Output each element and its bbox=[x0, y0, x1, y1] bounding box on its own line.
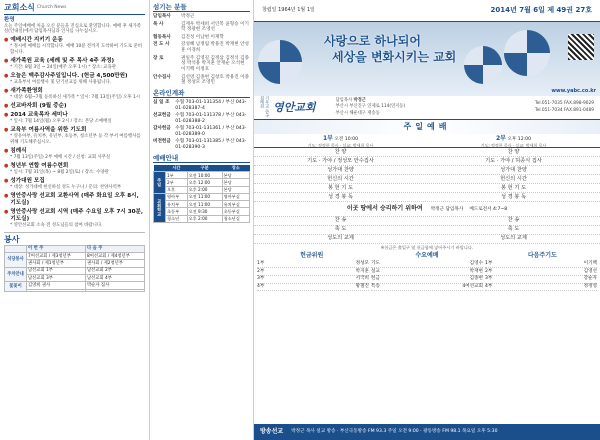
church-news-title: 교회소식 bbox=[4, 3, 35, 12]
online-account-title: 온라인계좌 bbox=[153, 89, 250, 98]
news-item-title: 2014 교육목자 세미나 bbox=[10, 112, 68, 119]
staff-names: 권일주 김영길 김정삼 김정석 김종성 박석용 박지훈 안재순 오석현 이기백 이정호 bbox=[181, 55, 249, 73]
staff-row bbox=[153, 35, 250, 41]
offering-role: 3부 bbox=[485, 276, 493, 282]
schedule-cell: 청소년실 bbox=[222, 215, 249, 222]
news-item-text: * 기간: 8월 3일 ~ 24일(매주 오후 1시) * 장소: 교육관 bbox=[10, 64, 116, 70]
pinwheel-image bbox=[464, 46, 502, 84]
news-item bbox=[4, 209, 145, 223]
offering-header: 수요예배 bbox=[415, 251, 439, 259]
offering-row bbox=[485, 260, 597, 268]
staff-role: 목 사 bbox=[153, 21, 164, 27]
offering-name: 정정영 bbox=[583, 284, 597, 290]
broadcast-text: 박정근 목사 설교 방송 · 부산극동방송 FM 93.3 주일 오전 9:00 · 광동방송 FM 98.1 목요일 오후 5:30 bbox=[291, 429, 498, 435]
offering-header: 헌금위원 bbox=[300, 251, 324, 259]
staff-names: 김재우 박세희 서인복 윤형승 이기학 정광현 조영선 bbox=[181, 21, 249, 33]
worship-closing-row bbox=[254, 235, 600, 244]
news-item-text: * 정시에 예배를 시작합니다. 예배 10분 전까지 도착하여 기도로 준비합시다. bbox=[10, 44, 143, 55]
schedule-cell: 청소년 bbox=[166, 215, 188, 222]
broadcast-label: 방송선교 bbox=[260, 428, 284, 436]
account-number: 수협 703-01-131354 / 부산 043-01-028387-4 bbox=[175, 100, 247, 112]
schedule-row bbox=[154, 186, 250, 193]
offering-row bbox=[257, 284, 369, 292]
schedule-cell: 오전 9:30 bbox=[187, 208, 222, 215]
news-item-text: * 영유아부, 유치부, 유년부, 초등부, 청소년부 등 각 부서 여름행사를 위해 기도해주십시오. bbox=[10, 134, 141, 145]
volunteer-header-this: 이 번 주 bbox=[27, 245, 86, 252]
offering-role: 기도 bbox=[371, 260, 380, 266]
schedule-row bbox=[154, 172, 250, 179]
denomination: 기독교 한국침례회 bbox=[260, 96, 270, 118]
worship-order-row bbox=[254, 193, 600, 202]
schedule-row bbox=[154, 208, 250, 215]
order-2nd: 기도 · 가야 / 허종식 집사 bbox=[485, 157, 542, 164]
offering-role: 4부 bbox=[485, 284, 493, 290]
bullet-icon: ● bbox=[4, 87, 9, 94]
schedule-row bbox=[154, 179, 250, 186]
issue-header bbox=[254, 0, 600, 22]
slogan-line-1: 사랑으로 하나되어 bbox=[324, 34, 421, 48]
news-item bbox=[4, 73, 145, 80]
volunteer-next: 8여선교회 / 제4청년부 bbox=[86, 253, 145, 260]
schedule-cell: 오전 11:00 bbox=[187, 193, 222, 200]
service-2-name: 2부 bbox=[495, 135, 506, 142]
staff-row bbox=[153, 75, 250, 86]
volunteer-this bbox=[27, 289, 86, 291]
offering-role: 1부 bbox=[485, 260, 493, 266]
offering-row bbox=[257, 276, 369, 284]
pinwheel-image bbox=[504, 30, 550, 76]
offering-name: 이기백 bbox=[583, 260, 597, 266]
schedule-row bbox=[154, 201, 250, 208]
account-label: 감사헌금 bbox=[153, 126, 171, 132]
account-label: 비전헌금 bbox=[153, 139, 171, 145]
schedule-cell: 오전 11:00 bbox=[187, 201, 222, 208]
volunteer-table bbox=[4, 245, 145, 292]
worship-closing-row bbox=[254, 226, 600, 235]
qr-code-icon bbox=[568, 34, 594, 60]
service-2-header bbox=[427, 134, 600, 148]
news-item bbox=[4, 103, 145, 110]
schedule-group: 주일 bbox=[154, 172, 166, 194]
offering-role: 3부 bbox=[257, 276, 265, 282]
service-1-header bbox=[254, 134, 427, 148]
news-item-text: * 대상: 6월~7월 등록하신 새가족 * 일시: 7월 13일(주일) 오후 1시 bbox=[10, 94, 141, 100]
volunteer-header-next: 다 음 주 bbox=[86, 245, 145, 252]
order-2nd: 헌신의 시간 bbox=[500, 175, 527, 182]
offering-name: 서국희 bbox=[355, 276, 369, 282]
news-item-text: * 일시: 7월 31일(목) ~ 8월 2일(토) / 장소: 수양관 bbox=[10, 169, 109, 175]
news-item-title: 새가족원 교육 (세례 및 주 목사 4주 과정) bbox=[10, 57, 115, 64]
schedule-cell: 영아부실 bbox=[222, 193, 249, 200]
offering-role: 설교 bbox=[371, 268, 380, 274]
closing-1st: 찬 송 bbox=[334, 217, 347, 224]
staff-column bbox=[150, 0, 254, 440]
staff-names: 강성혜 남정림 박용진 박재현 안성훈 이경희 bbox=[181, 42, 249, 54]
schedule-cell: 1부 bbox=[166, 172, 188, 179]
worship-column bbox=[254, 0, 600, 440]
bullet-icon: ● bbox=[4, 127, 9, 134]
worship-order-row bbox=[254, 148, 600, 157]
volunteer-next: 남선교회 2부 bbox=[86, 267, 145, 274]
church-news-column bbox=[0, 0, 150, 440]
news-item-text: * 교육부서 여름행사 및 단기선교를 위해 사용됩니다. bbox=[10, 79, 112, 85]
order-1st: 찬 양 bbox=[334, 148, 347, 155]
offering-headers bbox=[254, 252, 600, 260]
church-logo: 영안교회 bbox=[273, 100, 316, 114]
contact-info bbox=[535, 101, 594, 113]
staff-names: 박정근 bbox=[181, 14, 195, 20]
bullet-icon: ● bbox=[4, 57, 9, 64]
closing-2nd: 찬 송 bbox=[507, 217, 520, 224]
bullet-icon: ● bbox=[4, 147, 9, 154]
pastor-name: 박정근 bbox=[353, 98, 366, 104]
offering-name: 박재현 bbox=[469, 268, 483, 274]
staff-role: 담임목사 bbox=[153, 14, 171, 20]
bullet-icon: ● bbox=[4, 192, 9, 199]
offering-name: 김종현 bbox=[469, 276, 483, 282]
offering-name: 4여선교회 bbox=[462, 284, 483, 290]
offering-name: 황철진 bbox=[355, 284, 369, 290]
service-1-name: 1부 bbox=[322, 135, 333, 142]
schedule-title: 예배안내 bbox=[153, 154, 250, 163]
news-item-title: 영안중사랑 선교회 시역 (매주 수요일 오후 7시 30분, 기도실) bbox=[10, 209, 144, 223]
staff-row bbox=[153, 14, 250, 20]
schedule-cell: 유치부실 bbox=[222, 201, 249, 208]
sermon-title: 이곳 땅에서 승리하기 위하여 bbox=[346, 205, 423, 212]
news-item-text: * 일시: 7월 14일(월) 오후 2시 / 장소: 본당 소예배실 bbox=[10, 119, 112, 125]
schedule-cell: 본당 bbox=[222, 186, 249, 193]
news-item-title: 교육부 여름사역을 위한 기도회 bbox=[10, 127, 87, 134]
news-item bbox=[4, 58, 145, 65]
volunteer-this: 7여선교회 / 제3청년부 bbox=[27, 253, 86, 260]
staff-row bbox=[153, 22, 250, 33]
schedule-header: 장소 bbox=[222, 165, 249, 172]
volunteer-next: 박순자 집사 bbox=[86, 282, 145, 289]
service-headers bbox=[254, 134, 600, 148]
offering-role: 1부 bbox=[257, 260, 265, 266]
staff-row bbox=[153, 56, 250, 73]
offering-name: 김영선 bbox=[583, 268, 597, 274]
news-item-title: 침례식 bbox=[10, 147, 27, 154]
closing-2nd: 축 도 bbox=[507, 226, 520, 233]
schedule-table bbox=[153, 165, 250, 223]
staff-role: 안수집사 bbox=[153, 74, 171, 80]
phone-2: Tel.051-7034 FAX.891-0489 bbox=[534, 107, 594, 113]
news-list bbox=[4, 37, 145, 228]
news-item bbox=[4, 178, 145, 185]
offering-row bbox=[257, 260, 369, 268]
broadcast-footer bbox=[254, 424, 600, 440]
offering-name: 강순자 bbox=[583, 276, 597, 282]
account-list bbox=[153, 100, 250, 150]
account-label: 십 일 조 bbox=[153, 100, 170, 106]
address-2: 부산시 해운대구 재송동 bbox=[335, 110, 380, 116]
volunteer-row bbox=[5, 267, 145, 274]
worship-order-row bbox=[254, 175, 600, 184]
offering-tables bbox=[254, 259, 600, 292]
slogan-line-2: 세상을 변화시키는 교회 bbox=[332, 49, 457, 64]
schedule-header: 시간 bbox=[166, 165, 188, 172]
news-item-title: 예배시간 지키기 운동 bbox=[10, 37, 63, 44]
volunteer-header-empty bbox=[5, 245, 27, 252]
service-2-time: 오후 12:00 bbox=[507, 137, 532, 142]
closing-1st: 성도의 교제 bbox=[327, 235, 354, 242]
closing-1st: 축 도 bbox=[334, 226, 347, 233]
offering-row bbox=[485, 284, 597, 292]
offering-column bbox=[371, 260, 483, 291]
bullet-icon: ● bbox=[4, 72, 9, 79]
staff-role: 전 도 사 bbox=[153, 42, 170, 48]
offering-row bbox=[485, 276, 597, 284]
news-item-title: 오늘은 맥추감사주일입니다. (헌금 4,500만원) bbox=[10, 72, 128, 79]
schedule-cell: 초등부실 bbox=[222, 208, 249, 215]
news-item-title: 영안중사랑 선교회 교환사역 (매주 화요일 오후 8시, 기도실) bbox=[10, 192, 139, 206]
pinwheel-image bbox=[258, 40, 302, 84]
bullet-icon: ● bbox=[4, 177, 9, 184]
news-item bbox=[4, 88, 145, 95]
account-label: 선교헌금 bbox=[153, 113, 171, 119]
order-1st: 성가대 찬양 bbox=[327, 166, 354, 173]
offering-role: 헌금 bbox=[371, 276, 380, 282]
worship-order bbox=[254, 148, 600, 202]
news-item bbox=[4, 163, 145, 170]
bullet-icon: ● bbox=[4, 37, 9, 44]
volunteer-row bbox=[5, 253, 145, 260]
account-number: 수협 703-01-131361 / 부산 043-01-028389-0 bbox=[175, 126, 247, 137]
staff-title: 섬기는 분들 bbox=[153, 3, 250, 12]
volunteer-label: 주차안내 bbox=[5, 267, 27, 282]
bible-verse: 베드로전서 4:7~8 bbox=[469, 207, 508, 212]
phone-1: Tel.051-7035 FAX.898-9029 bbox=[534, 101, 594, 107]
news-item-title: 성가대원 모집 bbox=[10, 177, 45, 184]
schedule-header: 구분 bbox=[187, 165, 222, 172]
offering-column bbox=[257, 260, 369, 291]
news-item-text: * 7월 13일(주일) 2부 예배 시간 / 신청: 교회 사무실 bbox=[10, 154, 111, 160]
staff-names: 김진성 이남현 이재학 bbox=[181, 34, 224, 40]
offering-row bbox=[257, 268, 369, 276]
offering-row bbox=[371, 276, 483, 284]
news-item-text: * 영안선교회 소속 전 성도님들의 참여 바랍니다. bbox=[10, 223, 103, 229]
account-number: 수협 703-01-131378 / 부산 043-01-028388-2 bbox=[175, 113, 247, 125]
offering-column bbox=[485, 260, 597, 291]
news-item-title: 청년부 연합 여름수련회 bbox=[10, 162, 69, 169]
order-2nd: 성 경 봉 독 bbox=[501, 193, 526, 200]
schedule-row bbox=[154, 215, 250, 222]
service-2-sub: 기도: 정정한 목사 · 설교: 박세희 목사 bbox=[480, 142, 547, 148]
welcome-title: 환영 bbox=[4, 17, 15, 23]
news-item-title: 새가족환영회 bbox=[10, 87, 43, 94]
banner-slogan bbox=[324, 34, 456, 65]
church-news-header bbox=[4, 3, 145, 15]
schedule-cell: 오후 bbox=[166, 186, 188, 193]
order-1st: 봉 헌 기 도 bbox=[328, 184, 353, 191]
account-row bbox=[153, 100, 250, 111]
service-1-sub: 기도: 정정한 목사 · 설교: 박세희 목사 bbox=[307, 142, 374, 148]
offering-role: 특송 bbox=[371, 284, 380, 290]
offering-role: 4부 bbox=[257, 284, 265, 290]
closing-2nd: 성도의 교제 bbox=[500, 235, 527, 242]
order-2nd: 봉 헌 기 도 bbox=[501, 184, 526, 191]
order-1st: 기도 · 가야 / 정성모 안수집사 bbox=[307, 157, 374, 164]
offering-name: 정성모 bbox=[355, 260, 369, 266]
schedule-cell: 영아부 bbox=[166, 193, 188, 200]
volunteer-section bbox=[4, 232, 145, 292]
sermon-block bbox=[254, 202, 600, 217]
offering-row bbox=[371, 284, 483, 292]
offering-role: 2부 bbox=[485, 268, 493, 274]
worship-order-row bbox=[254, 157, 600, 166]
offering-header: 다음주기도 bbox=[527, 251, 557, 259]
staff-list bbox=[153, 14, 250, 86]
volunteer-label: 식당봉사 bbox=[5, 253, 27, 268]
order-1st: 헌신의 시간 bbox=[327, 175, 354, 182]
schedule-cell: 본당 bbox=[222, 179, 249, 186]
offering-row bbox=[485, 268, 597, 276]
offering-row bbox=[371, 260, 483, 268]
bullet-icon: ● bbox=[4, 112, 9, 119]
volunteer-next bbox=[86, 289, 145, 291]
order-2nd: 찬 양 bbox=[507, 148, 520, 155]
offering-role: 2부 bbox=[257, 268, 265, 274]
schedule-cell: 초등부 bbox=[166, 208, 188, 215]
volunteer-title: 봉사 bbox=[4, 234, 20, 244]
pastor-info bbox=[336, 98, 406, 116]
schedule-header bbox=[154, 165, 166, 172]
staff-row bbox=[153, 42, 250, 53]
volunteer-next: 권사회 / 제2청년부 bbox=[86, 260, 145, 267]
schedule-cell: 본당 bbox=[222, 172, 249, 179]
worship-title: 주일예배 bbox=[254, 120, 600, 134]
worship-order-row bbox=[254, 184, 600, 193]
volunteer-this: 남선교회 3부 bbox=[27, 275, 86, 282]
offering-name: 김영수 bbox=[469, 260, 483, 266]
worship-closing-row bbox=[254, 217, 600, 226]
volunteer-this: 김영희 권사 bbox=[27, 282, 86, 289]
staff-names: 김선영 김종현 김창호 박용진 이종철 정성모 조영민 bbox=[181, 74, 249, 86]
banner bbox=[254, 22, 600, 96]
issue-number: 2014년 7월 6일 제 49권 27호 bbox=[490, 6, 592, 15]
bullet-icon: ● bbox=[4, 209, 9, 216]
church-info-bar bbox=[254, 96, 600, 120]
news-item-text: * 대상: 성가대에 헌신하실 성도 누구나 / 문의: 찬양사역부 bbox=[10, 184, 122, 190]
bullet-icon: ● bbox=[4, 162, 9, 169]
order-1st: 성 경 봉 독 bbox=[328, 193, 353, 200]
account-row bbox=[153, 139, 250, 150]
service-1-time: 오전 10:00 bbox=[334, 137, 359, 142]
schedule-cell: 2부 bbox=[166, 179, 188, 186]
volunteer-this: 권사회 / 제1청년부 bbox=[27, 260, 86, 267]
staff-role: 협동목사 bbox=[153, 34, 171, 40]
founded-date: 창립일 1964년 1월 1일 bbox=[262, 7, 315, 14]
news-item bbox=[4, 148, 145, 155]
account-number: 수협 703-01-131385 / 부산 043-01-028390-3 bbox=[175, 139, 247, 150]
news-item bbox=[4, 193, 145, 207]
volunteer-this: 남선교회 1부 bbox=[27, 267, 86, 274]
volunteer-label: 꽃꽂이 bbox=[5, 282, 27, 291]
address-1: 부산시 부산진구 연제로 114(연지동) bbox=[335, 104, 406, 110]
staff-role: 장 로 bbox=[153, 55, 164, 61]
schedule-group: 교회학교 bbox=[154, 193, 166, 222]
bullet-icon: ● bbox=[4, 102, 9, 109]
offering-note: ※헌금은 출입구 옆 헌금함에 넣어주시기 바랍니다. bbox=[380, 245, 474, 251]
schedule-cell: 오후 12:00 bbox=[187, 179, 222, 186]
welcome-text: 오늘 주일예배에 처음 오신 분들을 진심으로 환영합니다. 예배 후 새가족실(안내실)에서 담임목사님과 인사를 나누십시오. bbox=[4, 23, 141, 35]
worship-closing bbox=[254, 217, 600, 244]
account-row bbox=[153, 126, 250, 137]
volunteer-row bbox=[5, 282, 145, 289]
schedule-cell: 오후 2:00 bbox=[187, 186, 222, 193]
schedule-cell: 유치부 bbox=[166, 201, 188, 208]
worship-order-row bbox=[254, 166, 600, 175]
account-row bbox=[153, 113, 250, 124]
preacher: 박정근 담임목사 bbox=[430, 207, 464, 212]
church-url: www.yabc.co.kr bbox=[551, 87, 596, 94]
pastor-label: 담임목사 bbox=[335, 98, 353, 104]
offering-row bbox=[371, 268, 483, 276]
schedule-cell: 오전 10:00 bbox=[187, 172, 222, 179]
order-2nd: 성가대 찬양 bbox=[500, 166, 527, 173]
church-news-subtitle: Church News bbox=[36, 5, 67, 11]
offering-name: 박지훈 bbox=[355, 268, 369, 274]
volunteer-next: 남선교회 4부 bbox=[86, 275, 145, 282]
schedule-row bbox=[154, 193, 250, 200]
welcome-box bbox=[4, 17, 145, 35]
schedule-cell: 오후 2:00 bbox=[187, 215, 222, 222]
news-item-title: 선교바자회 (9월 중순) bbox=[10, 102, 67, 109]
